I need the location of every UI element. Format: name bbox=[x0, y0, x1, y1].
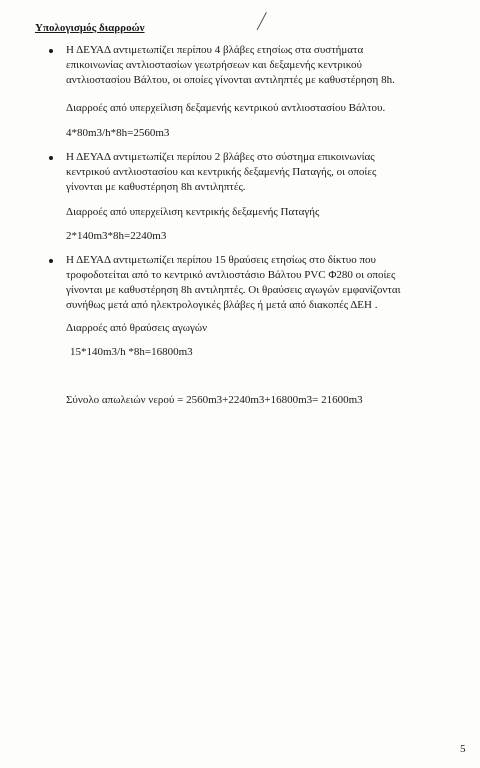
bullet-icon bbox=[49, 156, 53, 160]
total-water-loss: Σύνολο απωλειών νερού = 2560m3+2240m3+16800m3= 21600m3 bbox=[66, 394, 363, 406]
bullet-icon bbox=[49, 259, 53, 263]
leak-note: Διαρροές από υπερχείλιση κεντρικής δεξαμενής Παταγής bbox=[66, 206, 320, 218]
bullet-line: Η ΔΕΥΑΔ αντιμετωπίζει περίπου 15 θραύσεις ετησίως στο δίκτυο που bbox=[66, 254, 377, 266]
bullet-line: Η ΔΕΥΑΔ αντιμετωπίζει περίπου 2 βλάβες στο σύστημα επικοινωνίας bbox=[66, 151, 375, 163]
leak-formula: 4*80m3/h*8h=2560m3 bbox=[66, 127, 170, 139]
bullet-line: γίνονται με καθυστέρηση 8h αντιληπτές. bbox=[66, 181, 246, 193]
bullet-line: κεντρικού αντλιοστασίου και κεντρικής δεξαμενής Παταγής, οι οποίες bbox=[66, 166, 377, 178]
bullet-line: Η ΔΕΥΑΔ αντιμετωπίζει περίπου 4 βλάβες ετησίως στα συστήματα bbox=[66, 44, 364, 56]
bullet-line: γίνονται με καθυστέρηση 8h αντιληπτές. Οι θραύσεις αγωγών εμφανίζονται bbox=[66, 284, 401, 296]
bullet-item bbox=[66, 43, 462, 88]
bullet-line: αντλιοστασίου Βάλτου, οι οποίες γίνονται αντιληπτές με καθυστέρηση 8h. bbox=[66, 74, 395, 86]
bullet-item bbox=[66, 253, 462, 313]
bullet-item bbox=[66, 150, 462, 195]
leak-formula: 2*140m3*8h=2240m3 bbox=[66, 230, 167, 242]
bullet-icon bbox=[49, 49, 53, 53]
bullet-line: επικοινωνίας αντλιοστασίων γεωτρήσεων και δεξαμενής κεντρικού bbox=[66, 59, 362, 71]
section-heading: Υπολογισμός διαρροών bbox=[35, 22, 145, 34]
bullet-line: τροφοδοτείται από το κεντρικό αντλιοστάσιο Βάλτου PVC Φ280 οι οποίες bbox=[66, 269, 396, 281]
leak-note: Διαρροές από υπερχείλιση δεξαμενής κεντρικού αντλιοστασίου Βάλτου. bbox=[66, 102, 386, 114]
leak-note: Διαρροές από θραύσεις αγωγών bbox=[66, 322, 208, 334]
page-number: 5 bbox=[460, 743, 466, 755]
leak-formula: 15*140m3/h *8h=16800m3 bbox=[70, 346, 193, 358]
bullet-line: συνήθως μετά από ηλεκτρολογικές βλάβες ή μετά από διακοπές ΔΕΗ . bbox=[66, 299, 378, 311]
